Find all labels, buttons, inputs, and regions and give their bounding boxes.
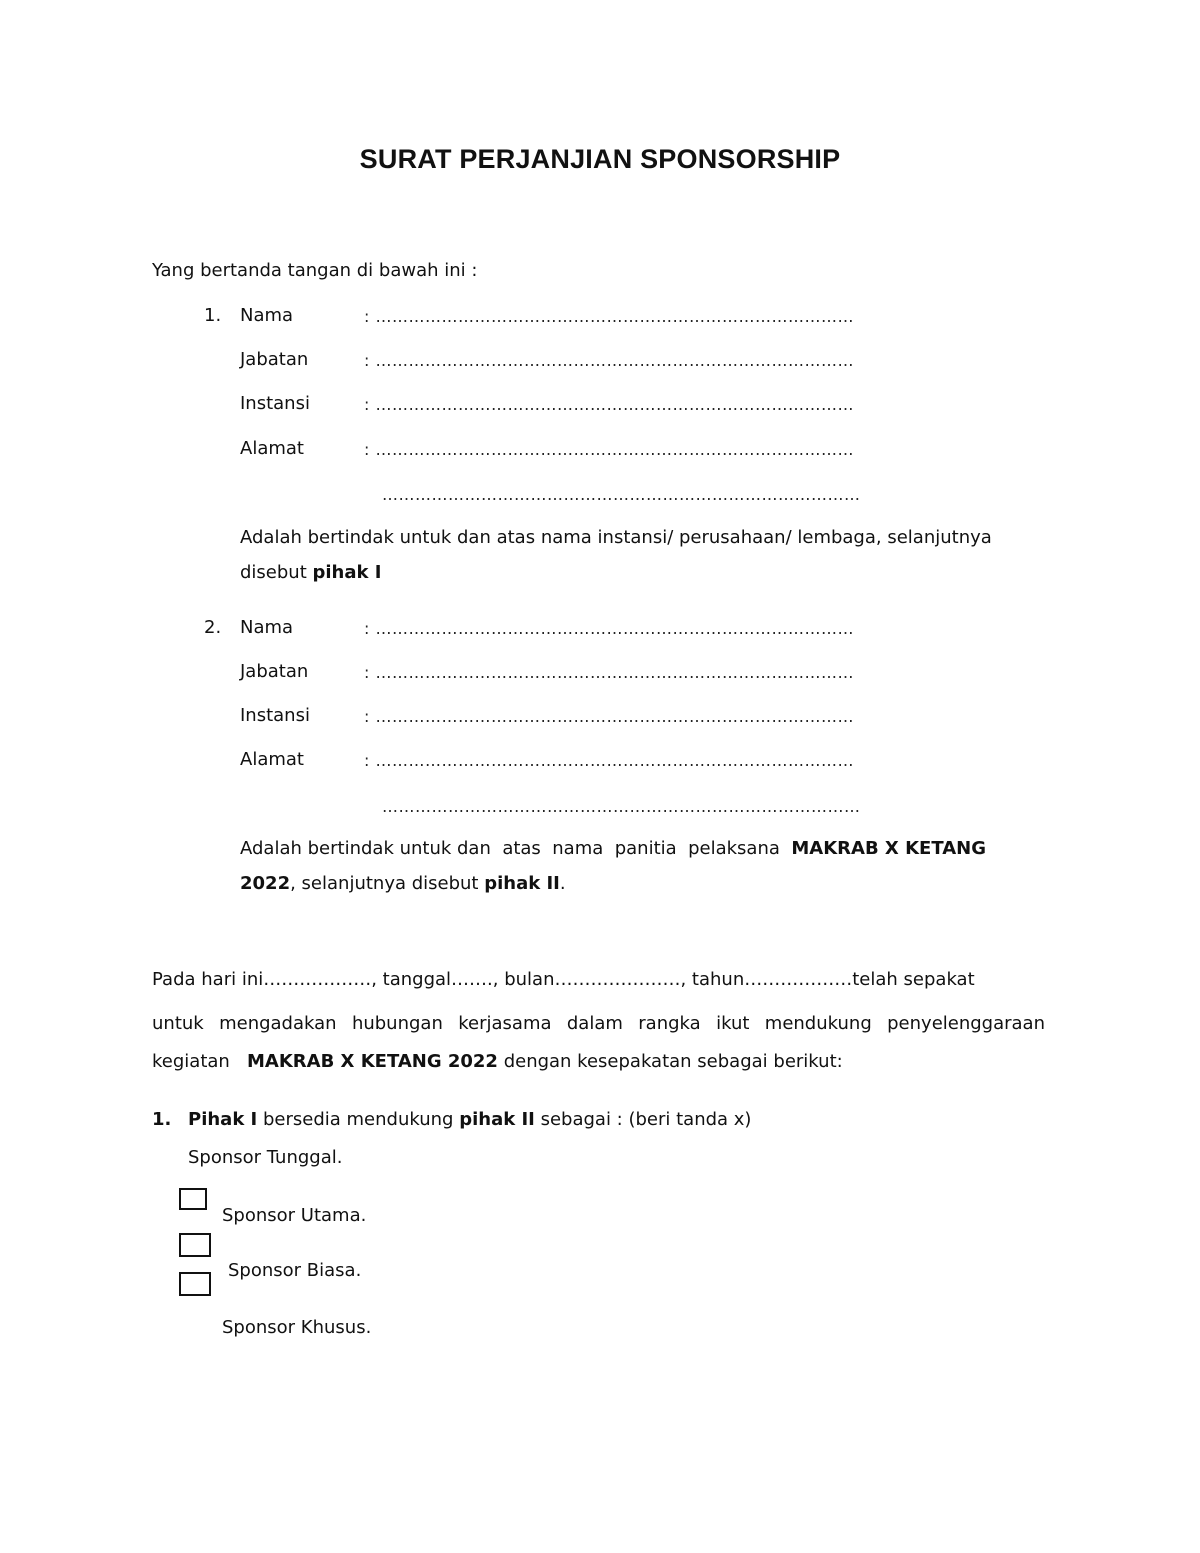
document-title: SURAT PERJANJIAN SPONSORSHIP	[359, 144, 841, 174]
party2-statement-line1: Adalah bertindak untuk dan atas nama panitia pelaksana MAKRAB X KETANG	[240, 838, 986, 859]
clause1-text: Pihak I bersedia mendukung pihak II sebagai : (beri tanda x)	[188, 1109, 752, 1130]
party2-value-alamat: : ……………………………………………………………………………	[364, 751, 854, 770]
checkbox-sponsor-biasa[interactable]	[179, 1233, 211, 1257]
party2-address-continuation: ……………………………………………………………………………	[382, 797, 861, 816]
party1-value-instansi: : ……………………………………………………………………………	[364, 395, 854, 414]
party2-value-jabatan: : ……………………………………………………………………………	[364, 663, 854, 682]
party1-label-instansi: Instansi	[240, 393, 310, 414]
checkbox-sponsor-utama[interactable]	[179, 1188, 207, 1210]
party2-number: 2.	[204, 617, 222, 638]
option-sponsor-utama: Sponsor Utama.	[222, 1205, 367, 1226]
party2-value-instansi: : ……………………………………………………………………………	[364, 707, 854, 726]
party1-value-alamat: : ……………………………………………………………………………	[364, 440, 854, 459]
party1-label-nama: Nama	[240, 305, 294, 326]
party1-value-jabatan: : ……………………………………………………………………………	[364, 351, 854, 370]
party2-label-alamat: Alamat	[240, 749, 304, 770]
agreement-line3: kegiatan MAKRAB X KETANG 2022 dengan kesepakatan sebagai berikut:	[152, 1051, 843, 1072]
party1-label-alamat: Alamat	[240, 438, 304, 459]
party1-statement-line2: disebut pihak I	[240, 562, 382, 583]
option-sponsor-tunggal: Sponsor Tunggal.	[188, 1147, 343, 1168]
party1-label-jabatan: Jabatan	[240, 349, 309, 370]
agreement-line1: Pada hari ini………………, tanggal……., bulan…………………, tahun………………telah sepakat	[152, 969, 975, 990]
party2-value-nama: : ……………………………………………………………………………	[364, 619, 854, 638]
party2-label-jabatan: Jabatan	[240, 661, 309, 682]
option-sponsor-khusus: Sponsor Khusus.	[222, 1317, 372, 1338]
party1-address-continuation: ……………………………………………………………………………	[382, 485, 861, 504]
agreement-line2: untuk mengadakan hubungan kerjasama dalam rangka ikut mendukung penyelenggaraan	[152, 1013, 1045, 1034]
party1-number: 1.	[204, 305, 222, 326]
party2-label-nama: Nama	[240, 617, 294, 638]
intro-text: Yang bertanda tangan di bawah ini :	[152, 260, 478, 281]
party1-statement-line1: Adalah bertindak untuk dan atas nama instansi/ perusahaan/ lembaga, selanjutnya	[240, 527, 992, 548]
clause1-number: 1.	[152, 1109, 172, 1130]
party2-statement-line2: 2022, selanjutnya disebut pihak II.	[240, 873, 566, 894]
party1-value-nama: : ……………………………………………………………………………	[364, 307, 854, 326]
option-sponsor-biasa: Sponsor Biasa.	[228, 1260, 362, 1281]
party2-label-instansi: Instansi	[240, 705, 310, 726]
checkbox-sponsor-khusus[interactable]	[179, 1272, 211, 1296]
